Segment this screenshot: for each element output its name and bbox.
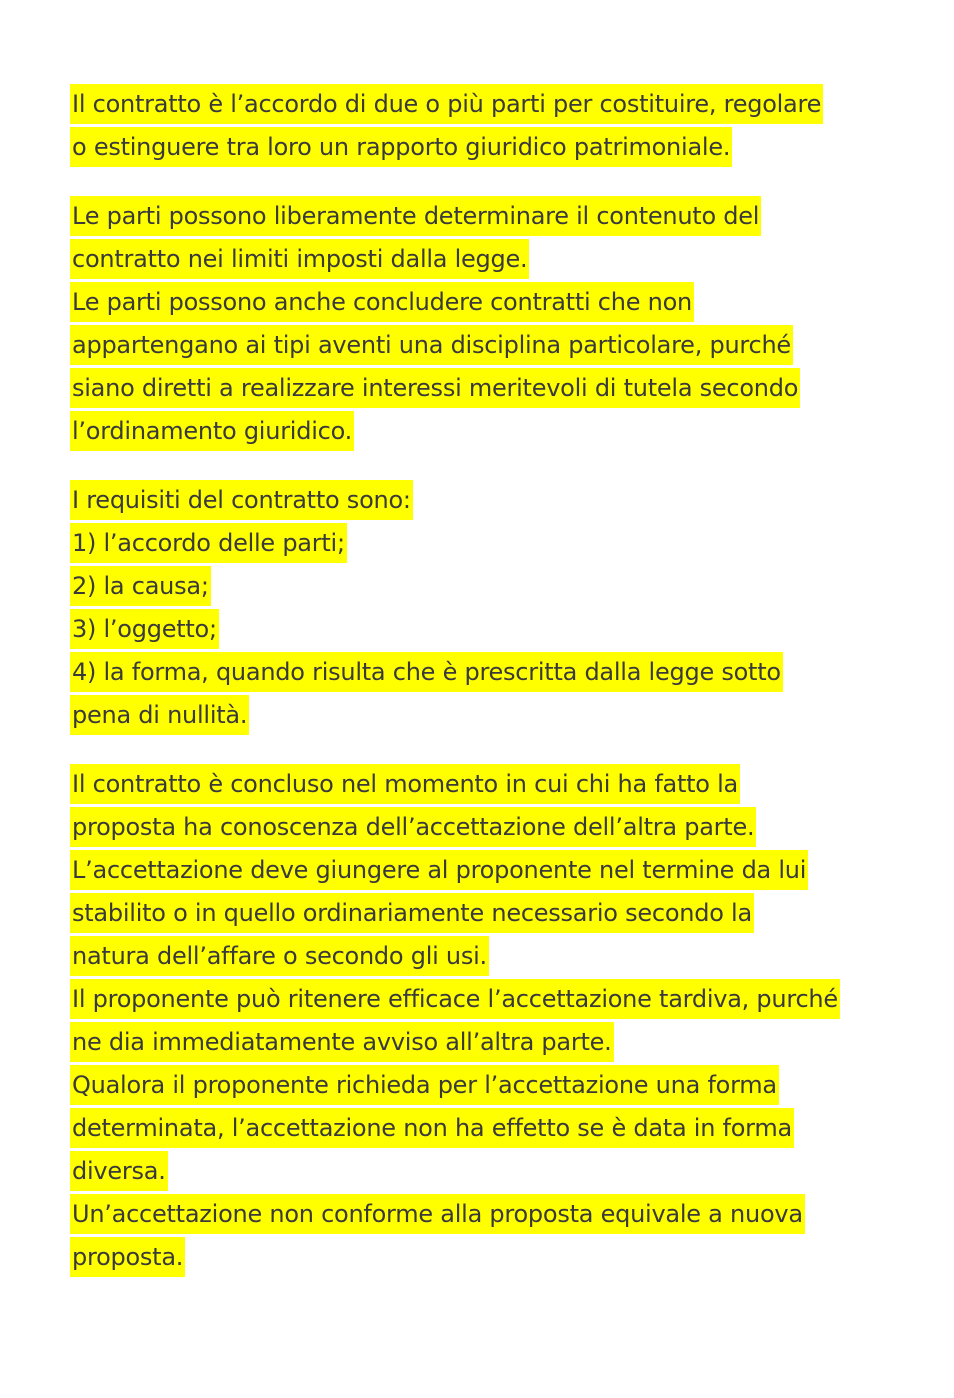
text-line [70,368,930,411]
document-body [70,84,930,1306]
highlighted-text: Un’accettazione non conforme alla proposta equivale a nuova [70,1194,805,1234]
paragraph-contract-definition [70,84,930,170]
highlighted-text: Qualora il proponente richieda per l’accettazione una forma [70,1065,779,1105]
text-line [70,807,930,850]
highlighted-text: Il proponente può ritenere efficace l’accettazione tardiva, purché [70,979,840,1019]
text-line [70,936,930,979]
text-line [70,239,930,282]
text-line [70,1237,930,1280]
highlighted-text: I requisiti del contratto sono: [70,480,413,520]
text-line [70,979,930,1022]
text-line [70,1194,930,1237]
highlighted-text: ne dia immediatamente avviso all’altra parte. [70,1022,614,1062]
text-line [70,1022,930,1065]
highlighted-text: natura dell’affare o secondo gli usi. [70,936,489,976]
text-line [70,1065,930,1108]
highlighted-text: Le parti possono anche concludere contratti che non [70,282,694,322]
highlighted-text: contratto nei limiti imposti dalla legge. [70,239,529,279]
highlighted-text: 1) l’accordo delle parti; [70,523,347,563]
text-line [70,480,930,523]
text-line [70,893,930,936]
list-item [70,652,930,695]
highlighted-text: proposta ha conoscenza dell’accettazione dell’altra parte. [70,807,756,847]
text-line [70,764,930,807]
text-line [70,127,930,170]
list-item [70,609,930,652]
highlighted-text: Il contratto è l’accordo di due o più parti per costituire, regolare [70,84,823,124]
text-line [70,282,930,325]
paragraph-contract-conclusion [70,764,930,1280]
list-item [70,523,930,566]
highlighted-text: 3) l’oggetto; [70,609,219,649]
text-line [70,850,930,893]
text-line [70,325,930,368]
highlighted-text: stabilito o in quello ordinariamente necessario secondo la [70,893,754,933]
highlighted-text: o estinguere tra loro un rapporto giuridico patrimoniale. [70,127,732,167]
highlighted-text: proposta. [70,1237,185,1277]
highlighted-text: diversa. [70,1151,168,1191]
text-line [70,1108,930,1151]
highlighted-text: 4) la forma, quando risulta che è prescritta dalla legge sotto [70,652,783,692]
highlighted-text: Le parti possono liberamente determinare il contenuto del [70,196,761,236]
text-line [70,84,930,127]
highlighted-text: l’ordinamento giuridico. [70,411,354,451]
highlighted-text: pena di nullità. [70,695,249,735]
paragraph-contract-requirements [70,480,930,738]
highlighted-text: siano diretti a realizzare interessi meritevoli di tutela secondo [70,368,800,408]
highlighted-text: Il contratto è concluso nel momento in cui chi ha fatto la [70,764,740,804]
highlighted-text: 2) la causa; [70,566,211,606]
text-line [70,695,930,738]
text-line [70,1151,930,1194]
highlighted-text: L’accettazione deve giungere al proponente nel termine da lui [70,850,808,890]
list-item [70,566,930,609]
text-line [70,411,930,454]
text-line [70,196,930,239]
highlighted-text: determinata, l’accettazione non ha effetto se è data in forma [70,1108,794,1148]
highlighted-text: appartengano ai tipi aventi una disciplina particolare, purché [70,325,793,365]
paragraph-contractual-autonomy [70,196,930,454]
